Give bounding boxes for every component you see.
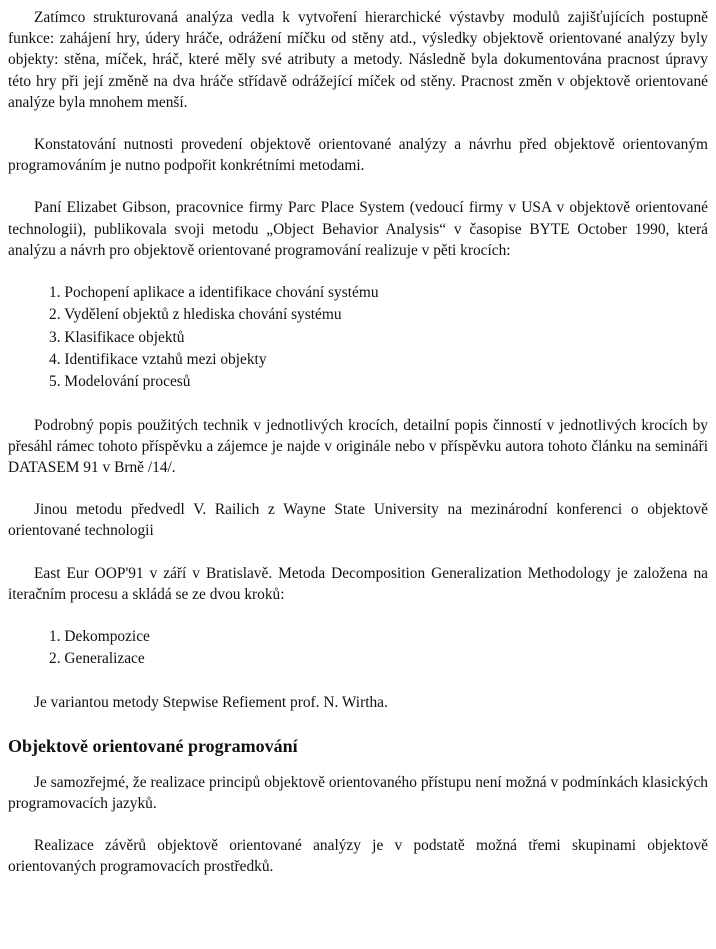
list-item: 3. Klasifikace objektů bbox=[49, 328, 185, 346]
list-item: 1. Dekompozice bbox=[49, 627, 150, 645]
paragraph-structured-vs-oo-analysis: Zatímco strukturovaná analýza vedla k vytvoření hierarchické výstavby modulů zajišťujících postupně funkce: zahájení hry, údery hráče, odrážení míčku od stěny atd., výsledky objektově orientované analýzy byly objekty: stěna, míček, hráč, které měly své atributy a metody. Následně byla dokumentována pracnost úpravy této hry při její změně na dva hráče střídavě odrážející míček od stěny. Pracnost změn v objektově orientované analýze byla mnohem menší. bbox=[8, 9, 708, 111]
oba-steps-list bbox=[8, 282, 708, 393]
paragraph-oo-tools: Realizace závěrů objektově orientované analýzy je v podstatě možná třemi skupinami objektově orientovaných programovacích prostředků. bbox=[8, 837, 708, 876]
list-item: 2. Vydělení objektů z hlediska chování systému bbox=[49, 306, 342, 324]
paragraph-railich-method: Jinou metodu předvedl V. Railich z Wayne State University na mezinárodní konferenci o objektově orientované technologii bbox=[8, 501, 708, 540]
list-item: 1. Pochopení aplikace a identifikace chování systému bbox=[49, 284, 379, 302]
paragraph-oo-principles: Je samozřejmé, že realizace principů objektově orientovaného přístupu není možná v podmínkách klasických programovacích jazyků. bbox=[8, 773, 708, 812]
paragraph-detailed-description: Podrobný popis použitých technik v jednotlivých krocích, detailní popis činností v jednotlivých krocích by přesáhl rámec tohoto příspěvku a zájemce je najde v originále nebo v příspěvku autora tohoto článku na semináři DATASEM 91 v Brně /14/. bbox=[8, 416, 708, 476]
dgm-steps-list bbox=[8, 626, 708, 671]
list-item: 2. Generalizace bbox=[49, 650, 145, 668]
list-item: 5. Modelování procesů bbox=[49, 373, 191, 391]
paragraph-need-for-methods: Konstatování nutnosti provedení objektově orientované analýzy a návrhu před objektově orientovaným programováním je nutno podpořit konkrétními metodami. bbox=[8, 136, 708, 175]
section-heading: Objektově orientované programování bbox=[8, 735, 298, 756]
paragraph-decomposition-generalization: East Eur OOP'91 v září v Bratislavě. Metoda Decomposition Generalization Methodology je založena na iteračním procesu a skládá se ze dvou kroků: bbox=[8, 564, 708, 603]
document-page bbox=[8, 7, 708, 878]
paragraph-gibson-method: Paní Elizabet Gibson, pracovnice firmy Parc Place System (vedoucí firmy v USA v objektově orientované technologii), publikovala svoji metodu „Object Behavior Analysis“ v časopise BYTE October 1990, která analýzu a návrh pro objektově orientované programování realizuje v pěti krocích: bbox=[8, 199, 708, 259]
list-item: 4. Identifikace vztahů mezi objekty bbox=[49, 350, 267, 368]
paragraph-stepwise-refinement: Je variantou metody Stepwise Refiement prof. N. Wirtha. bbox=[34, 693, 388, 711]
